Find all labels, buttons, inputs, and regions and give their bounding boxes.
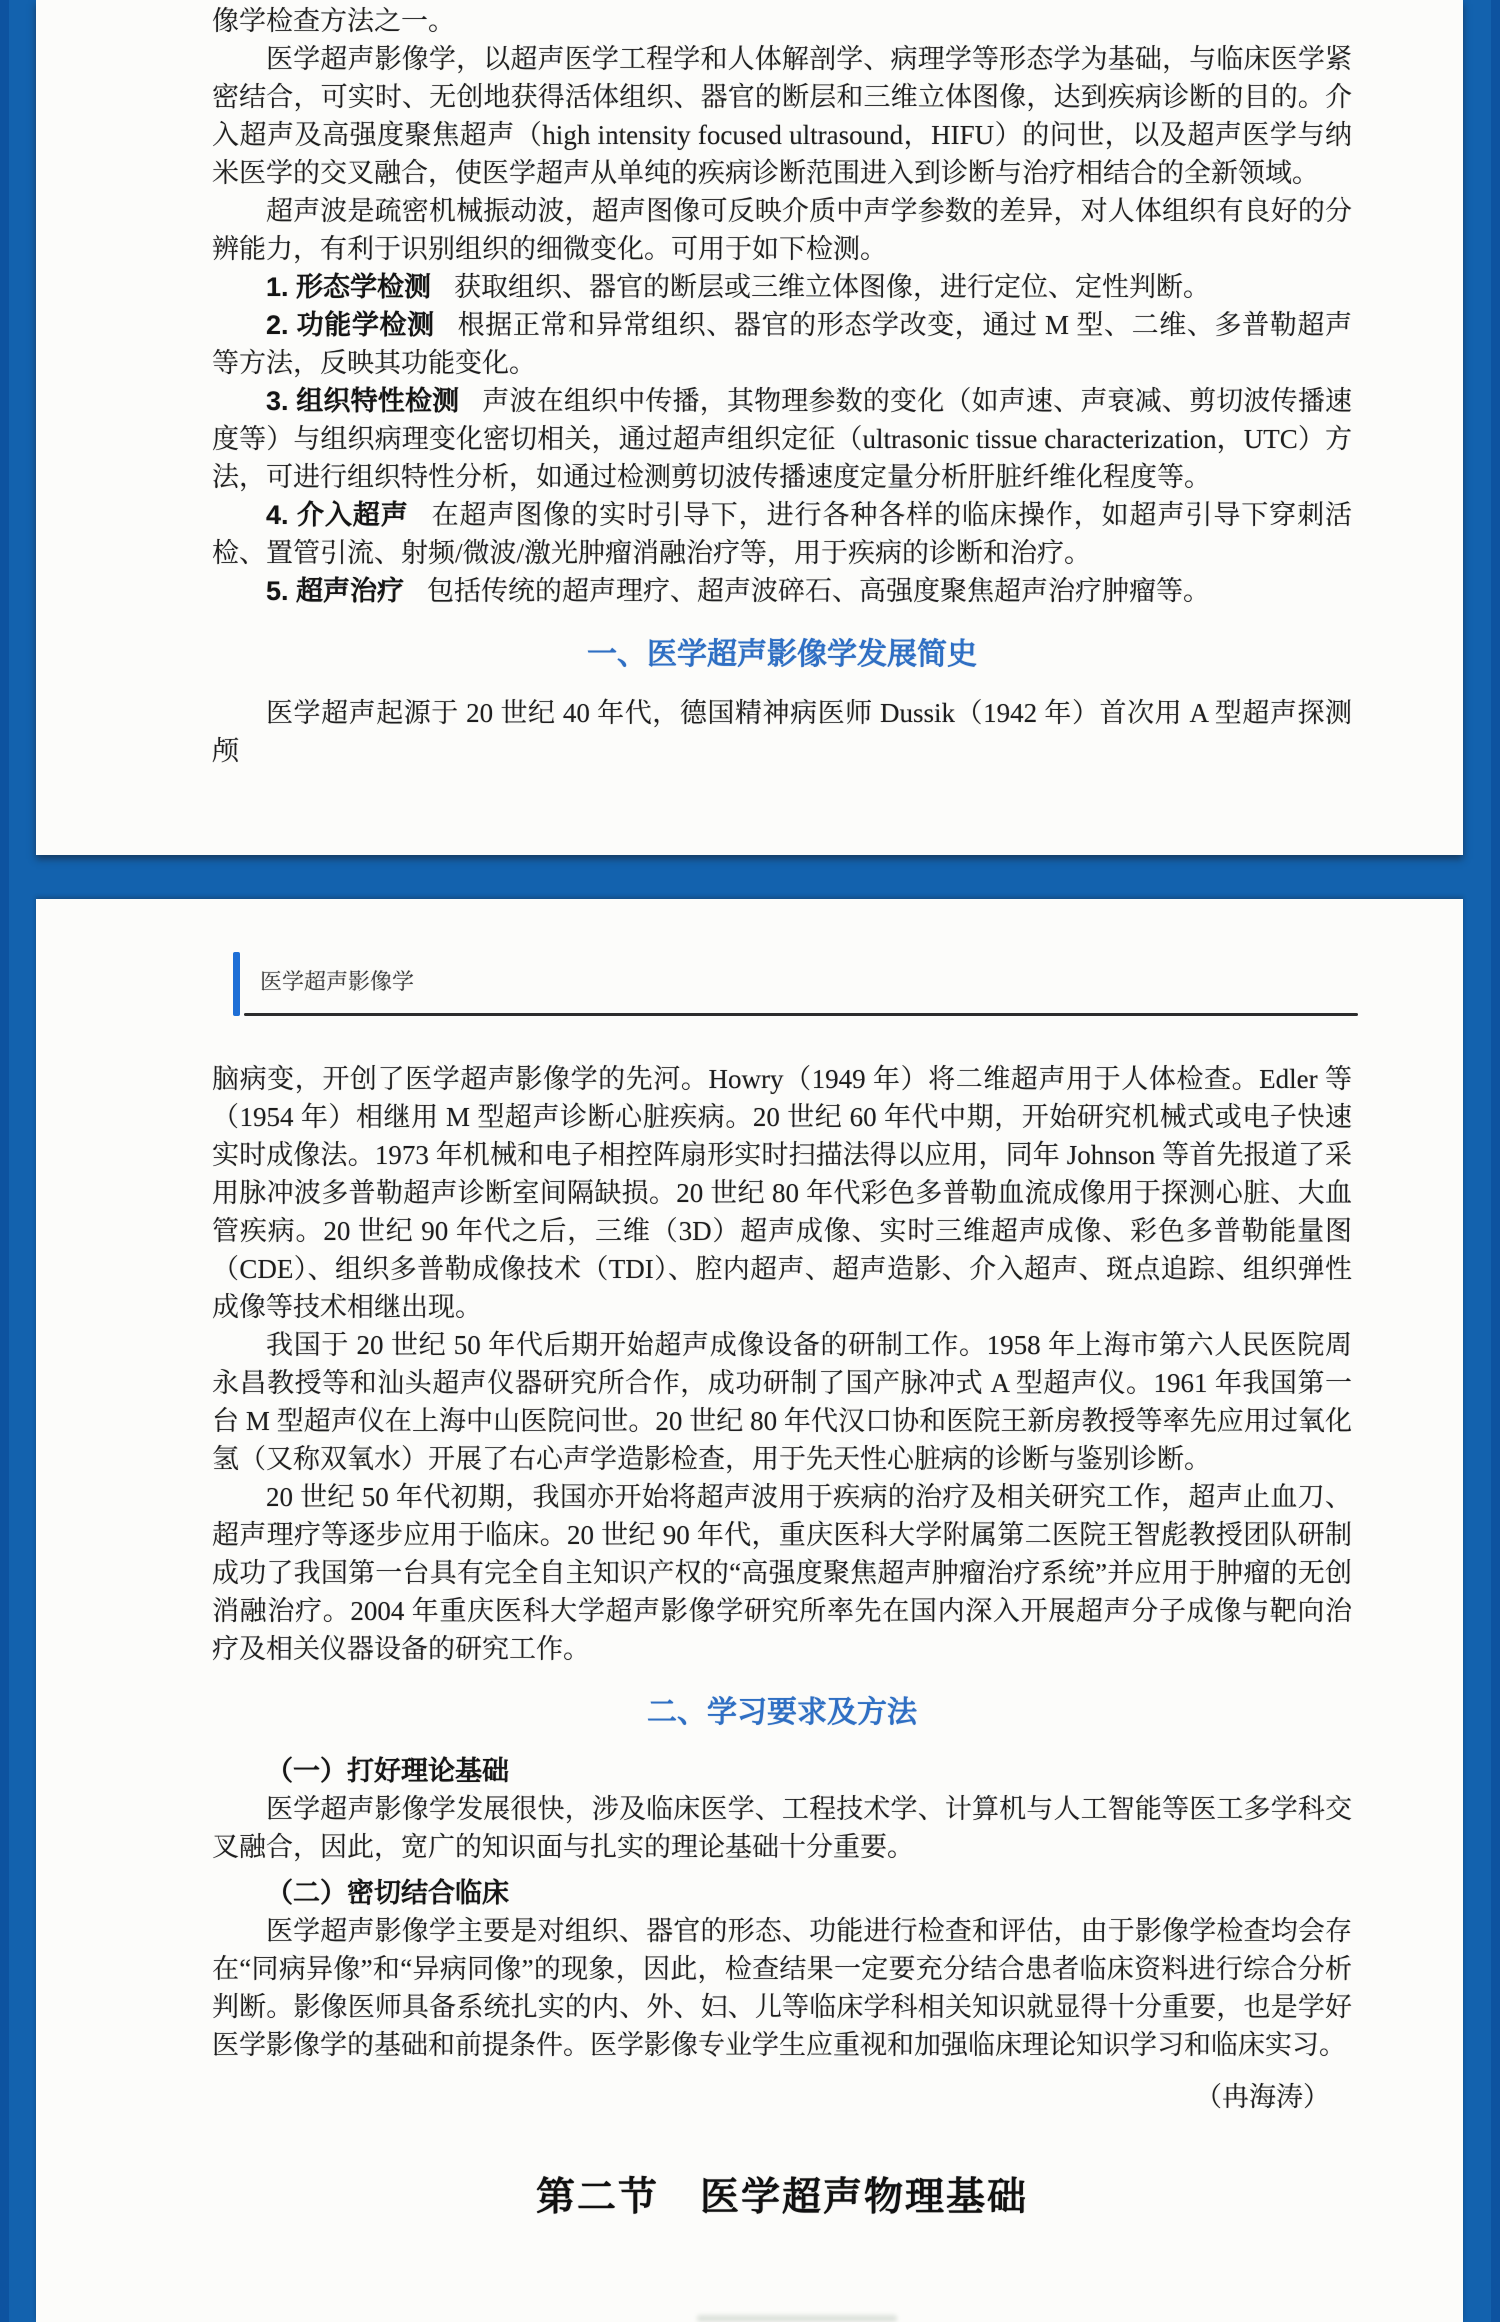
paragraph-china-imaging: 我国于 20 世纪 50 年代后期开始超声成像设备的研制工作。1958 年上海市第六人民医院周永昌教授等和汕头超声仪器研究所合作，成功研制了国产脉冲式 A 型超声仪。1961 年我国第一台 M 型超声仪在上海中山医院问世。20 世纪 80 年代汉口协和医院王新房教授等率先应用过氧化氢（又称双氧水）开展了右心声学造影检查，用于先天性心脏病的诊断与鉴别诊断。 <box>212 1330 1352 1474</box>
page1-content <box>36 0 1463 770</box>
page2-content <box>36 1060 1463 2222</box>
list-item <box>212 572 1352 610</box>
paragraph-history-continued: 脑病变，开创了医学超声影像学的先河。Howry（1949 年）将二维超声用于人体检查。Edler 等（1954 年）相继用 M 型超声诊断心脏疾病。20 世纪 60 年代中期，开始研究机械式或电子快速实时成像法。1973 年机械和电子相控阵扇形实时扫描法得以应用，同年 Johnson 等首先报道了采用脉冲波多普勒超声诊断室间隔缺损。20 世纪 80 年代彩色多普勒血流成像用于探测心脏、大血管疾病。20 世纪 90 年代之后，三维（3D）超声成像、实时三维超声成像、彩色多普勒能量图（CDE）、组织多普勒成像技术（TDI）、腔内超声、超声造影、介入超声、斑点追踪、组织弹性成像等技术相继出现。 <box>212 1064 1352 1322</box>
list-item <box>212 306 1352 382</box>
paragraph-theory-basis: 医学超声影像学发展很快，涉及临床医学、工程技术学、计算机与人工智能等医工多学科交叉融合，因此，宽广的知识面与扎实的理论基础十分重要。 <box>212 1794 1352 1862</box>
book-page-top <box>36 0 1463 855</box>
paragraph-ultrasound-wave: 超声波是疏密机械振动波，超声图像可反映介质中声学参数的差异，对人体组织有良好的分辨能力，有利于识别组织的细微变化。可用于如下检测。 <box>212 196 1352 264</box>
page2-paragraphs <box>212 1060 1352 1668</box>
item-text: 根据正常和异常组织、器官的形态学改变，通过 M 型、二维、多普勒超声等方法，反映其功能变化。 <box>212 310 1352 378</box>
item-text: 获取组织、器官的断层或三维立体图像，进行定位、定性判断。 <box>453 272 1210 302</box>
item-label: 3. 组织特性检测 <box>266 386 460 416</box>
item-text: 声波在组织中传播，其物理参数的变化（如声速、声衰减、剪切波传播速度等）与组织病理变化密切相关，通过超声组织定征（ultrasonic tissue characterization，UTC）方法，可进行组织特性分析，如通过检测剪切波传播速度定量分析肝脏纤维化程度等。 <box>212 386 1353 492</box>
book-page-bottom <box>36 899 1463 2322</box>
paragraph-history-start: 医学超声起源于 20 世纪 40 年代，德国精神病医师 Dussik（1942 年）首次用 A 型超声探测颅 <box>212 698 1352 766</box>
subheading-clinical-integration: （二）密切结合临床 <box>266 1878 509 1908</box>
list-item <box>212 268 1352 306</box>
next-section-title: 第二节 医学超声物理基础 <box>535 2176 1028 2219</box>
paragraph-continuation: 像学检查方法之一。 <box>212 6 455 36</box>
header-accent-bar <box>233 952 240 1016</box>
item-text: 在超声图像的实时引导下，进行各种各样的临床操作，如超声引导下穿刺活检、置管引流、射频/微波/激光肿瘤消融治疗等，用于疾病的诊断和治疗。 <box>212 500 1352 568</box>
running-header <box>36 899 1463 1016</box>
header-rule <box>244 1013 1358 1016</box>
item-label: 5. 超声治疗 <box>266 576 405 606</box>
list-item <box>212 382 1352 496</box>
book-gutter-left <box>0 0 9 2322</box>
author-signature: （冉海涛） <box>1195 2082 1330 2112</box>
item-text: 包括传统的超声理疗、超声波碎石、高强度聚焦超声治疗肿瘤等。 <box>426 576 1210 606</box>
item-label: 2. 功能学检测 <box>266 310 435 340</box>
paragraph-overview: 医学超声影像学，以超声医学工程学和人体解剖学、病理学等形态学为基础，与临床医学紧密结合，可实时、无创地获得活体组织、器官的断层和三维立体图像，达到疾病诊断的目的。介入超声及高强度聚焦超声（high intensity focused ultrasound，HIFU）的问世，以及超声医学与纳米医学的交叉融合，使医学超声从单纯的疾病诊断范围进入到诊断与治疗相结合的全新领域。 <box>212 44 1352 188</box>
section-heading-study-methods: 二、学习要求及方法 <box>647 1696 917 1729</box>
section-heading-history: 一、医学超声影像学发展简史 <box>587 638 977 671</box>
item-label: 4. 介入超声 <box>266 500 409 530</box>
paragraph-clinical-integration: 医学超声影像学主要是对组织、器官的形态、功能进行检查和评估，由于影像学检查均会存在“同病异像”和“异病同像”的现象，因此，检查结果一定要充分结合患者临床资料进行综合分析判断。影像医师具备系统扎实的内、外、妇、儿等临床学科相关知识就显得十分重要，也是学好医学影像学的基础和前提条件。医学影像专业学生应重视和加强临床理论知识学习和临床实习。 <box>212 1916 1352 2060</box>
list-item <box>212 496 1352 572</box>
running-header-title: 医学超声影像学 <box>260 969 415 994</box>
book-gutter-right <box>1491 0 1500 2322</box>
subheading-theory-basis: （一）打好理论基础 <box>266 1756 509 1786</box>
paragraph-china-therapy: 20 世纪 50 年代初期，我国亦开始将超声波用于疾病的治疗及相关研究工作，超声止血刀、超声理疗等逐步应用于临床。20 世纪 90 年代，重庆医科大学附属第二医院王智彪教授团队研制成功了我国第一台具有完全自主知识产权的“高强度聚焦超声肿瘤治疗系统”并应用于肿瘤的无创消融治疗。2004 年重庆医科大学超声影像学研究所率先在国内深入开展超声分子成像与靶向治疗及相关仪器设备的研究工作。 <box>212 1482 1352 1664</box>
item-label: 1. 形态学检测 <box>266 272 432 302</box>
next-line-cutoff-smudge <box>697 2315 897 2322</box>
